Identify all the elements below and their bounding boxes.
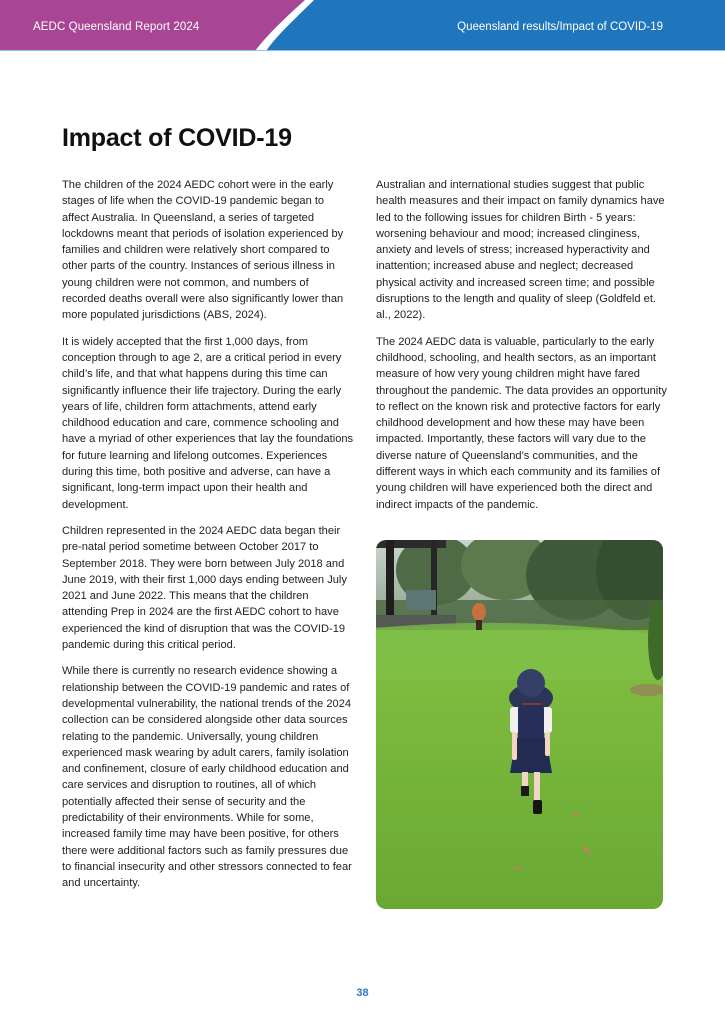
page-header	[0, 0, 725, 51]
paragraph: It is widely accepted that the first 1,000 days, from conception through to age 2, are a critical period in every child’s life, and that what happens during this time can significantly influence their life trajectory. During the early years of life, children form attachments, attend early childhood education and care, commence schooling and have a myriad of other experiences that lay the foundations for future learning and lifelong outcomes. Experiences during this time, both positive and adverse, can have a significant, long-term impact upon their health and development.	[62, 335, 354, 511]
page-title: Impact of COVID-19	[62, 124, 292, 152]
page-number: 38	[356, 987, 369, 999]
child-walking-photo	[376, 540, 663, 909]
paragraph: The 2024 AEDC data is valuable, particularly to the early childhood, schooling, and health sectors, as an important measure of how very young children might have fared throughout the pandemic. The data provides an opportunity to reflect on the known risk and protective factors for early childhood development and how these may have been impacted. Importantly, these factors will vary due to the diverse nature of Queensland’s communities, and the different ways in which each community and its families of young children will have experienced both the direct and indirect impacts of the pandemic.	[376, 335, 667, 511]
left-column	[62, 177, 354, 901]
right-column	[376, 177, 668, 523]
report-title: AEDC Queensland Report 2024	[33, 21, 200, 33]
breadcrumb: Queensland results/Impact of COVID-19	[457, 21, 663, 33]
photo-illustration	[376, 540, 663, 909]
paragraph: Australian and international studies suggest that public health measures and their impact on family dynamics have led to the following issues for children Birth - 5 years: worsening behaviour and mood; increased clinginess, anxiety and levels of stress; increased hyperactivity and inattention; increased abuse and neglect; decreased physical activity and increased screen time; and possible disruptions to the length and quality of sleep (Goldfeld et. al., 2022).	[376, 179, 665, 322]
paragraph: While there is currently no research evidence showing a relationship between the COVID-19 pandemic and rates of developmental vulnerability, the national trends of the 2024 collection can be considered alongside other data sources relating to the pandemic. Universally, young children experienced mask wearing by adult carers, family isolation and confinement, closure of early childhood education and care services and disruption to routines, all of which potentially affected their sense of security and the predictability of their environments. While for some, increased family time may have been positive, for others there were additional factors such as family pressures due to financial insecurity and other stressors connected to fear and uncertainty.	[62, 665, 352, 890]
paragraph: Children represented in the 2024 AEDC data began their pre-natal period sometime between October 2017 to September 2018. They were born between July 2018 and June 2019, with their first 1,000 days ending between July 2021 and June 2022. This means that the children attending Prep in 2024 are the first AEDC cohort to have experienced the kind of disruption that was the COVID-19 pandemic during this critical period.	[62, 524, 347, 652]
paragraph: The children of the 2024 AEDC cohort were in the early stages of life when the COVID-19 pandemic began to affect Australia. In Queensland, a series of targeted lockdowns meant that periods of isolation experienced by families and children were relatively short compared to other parts of the country. Instances of serious illness in young children were not common, and numbers of recorded deaths overall were also significantly lower than more populated jurisdictions (ABS, 2024).	[62, 179, 344, 322]
